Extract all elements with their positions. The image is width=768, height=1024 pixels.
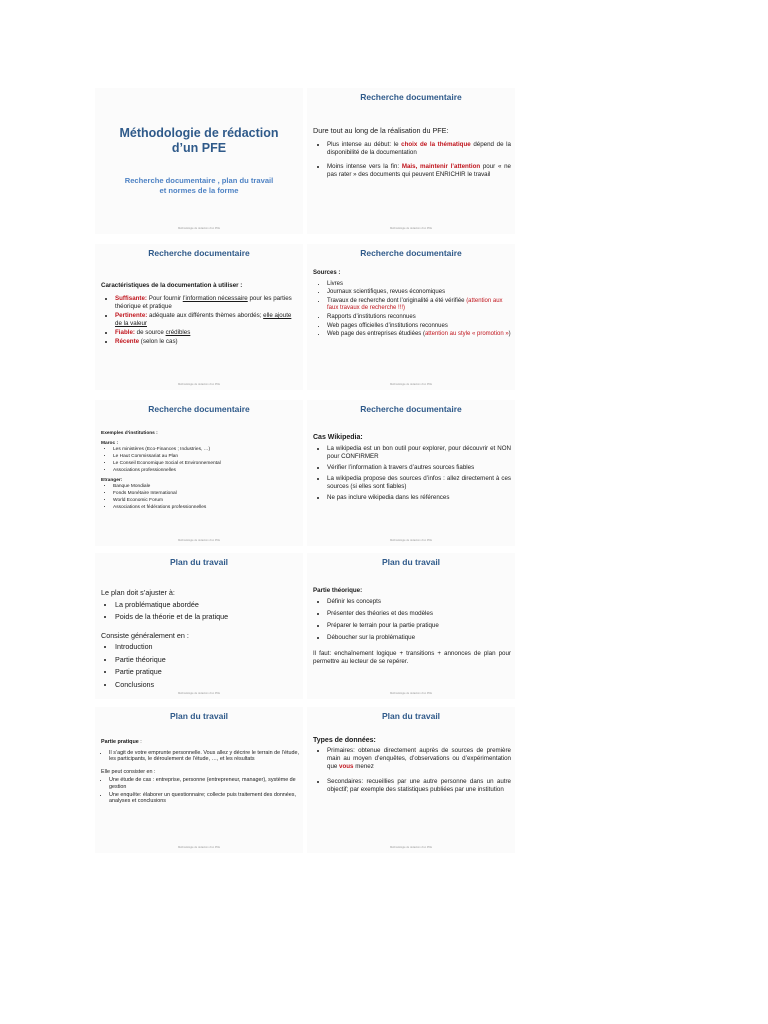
slide-3-heading: Caractéristiques de la documentation à utiliser : [101,282,243,289]
list-item: • La problématique abordée [115,599,299,611]
slide-footer: Méthodologie de rédaction d'un PFE [178,383,220,386]
slide-3-title: Recherche documentaire [148,248,250,258]
list-item: • Banque Mondiale [113,484,299,490]
slide-5 [95,400,303,546]
slide-4-heading: Sources : [313,270,341,276]
slide-4-bullet-6: • Web page des entreprises étudiées (attention au style « promotion ») [327,331,511,339]
list-item: • World Economic Forum [113,498,299,504]
slide-10-title: Plan du travail [381,711,441,721]
slide-footer: Méthodologie de rédaction d'un PFE [390,383,432,386]
slide-2-title: Recherche documentaire [360,92,462,102]
slide-2-intro: Dure tout au long de la réalisation du PFE: [313,126,449,135]
slide-5-title: Recherche documentaire [148,404,250,414]
list-item: • Déboucher sur la problématique [327,632,511,643]
list-item: • Le Haut Commissariat au Plan [113,454,299,460]
slide-footer: Méthodologie de rédaction d'un PFE [178,846,220,849]
slide-9-p2: Elle peut consister en : [101,768,156,775]
slide-5-heading: Exemples d’institutions : [101,431,158,436]
slide-3-bullet-3: • Fiable: de source crédibles [115,329,299,337]
slide-4-bullet-2: • Journaux scientifiques, revues économiques [327,289,511,297]
slide-footer: Méthodologie de rédaction d'un PFE [390,539,432,542]
slide-6-title: Recherche documentaire [360,404,462,414]
slide-9-bullet-3: • Une enquête: élaborer un questionnaire; collecte puis traitement des données, analyses et conclusions [109,792,299,805]
slide-10 [307,707,515,853]
slide-10-bullet-1: • Primaires: obtenue directement auprès de sources de première main au moyen d’enquêtes, d’observations ou d’expérimentation que vous menez [327,747,511,771]
list-item: • Le Conseil Economique Social et Environnemental [113,461,299,467]
list-item: • Vérifier l’information à travers d’autres sources fiables [327,464,511,472]
slide-7-p1: Le plan doit s’ajuster à: [101,588,175,597]
list-item: • Poids de la théorie et de la pratique [115,611,299,623]
slide-footer: Méthodologie de rédaction d'un PFE [390,227,432,230]
slide-8-heading: Partie théorique: [313,587,363,594]
slide-4-bullet-5: • Web pages officielles d’institutions reconnues [327,323,511,331]
list-item: • Ne pas inclure wikipedia dans les références [327,494,511,502]
slide-4-body [313,270,511,340]
slide-9-bullet-1: • Il s’agit de votre emprunte personnelle. Vous allez y décrire le terrain de l’étude, les participants, le déroulement de l’étude, …, et les résultats [109,750,299,763]
list-item: • Associations et fédérations professionnelles [113,505,299,511]
slide-7-p2: Consiste généralement en : [101,630,189,640]
list-item: • Fonds Monétaire International [113,491,299,497]
slide-footer: Méthodologie de rédaction d'un PFE [390,692,432,695]
list-item: • Partie théorique [115,654,299,666]
slide-footer: Méthodologie de rédaction d'un PFE [178,539,220,542]
slide-footer: Méthodologie de rédaction d'un PFE [178,227,220,230]
slide-10-bullet-2: • Secondaires: recueillies par une autre personne dans un autre objectif; par exemple des statistiques publiées par une institution [327,778,511,794]
slide-8-title: Plan du travail [381,557,441,567]
slide-5-etranger-label: Etranger: [101,478,123,483]
list-item: • La wikipedia est un bon outil pour explorer, pour découvrir et NON pour CONFIRMER [327,445,511,461]
list-item: • Conclusions [115,679,299,691]
slide-9 [95,707,303,853]
slide-1 [95,88,303,234]
slide-3-bullet-1: • Suffisante: Pour fournir l’information nécessaire pour les parties théorique et pratique [115,295,299,311]
slide-6-heading: Cas Wikipedia: [313,434,363,441]
list-item: • Définir les concepts [327,596,511,607]
list-item: • La wikipedia propose des sources d’infos : allez directement à ces sources (si elles sont fiables) [327,475,511,491]
slide-4-title: Recherche documentaire [360,248,462,258]
slide-5-maroc-label: Maroc : [101,441,119,446]
slide-10-heading: Types de données: [313,737,376,744]
slide-4-bullet-1: • Livres [327,281,511,289]
slide-3-bullet-4: • Récente (selon le cas) [115,338,299,346]
slide-footer: Méthodologie de rédaction d'un PFE [178,692,220,695]
slide-1-title: Méthodologie de rédaction d’un PFE [119,126,279,155]
list-item: • Préparer le terrain pour la partie pratique [327,620,511,631]
slide-1-subtitle: Recherche documentaire , plan du travail et normes de la forme [124,176,274,195]
slide-footer: Méthodologie de rédaction d'un PFE [390,846,432,849]
slide-8 [307,553,515,699]
slide-8-body [313,585,511,666]
slide-5-body [101,431,299,512]
slide-2-bullet-1: • Plus intense au début: le choix de la thématique dépend de la disponibilité de la documentation [327,141,511,157]
list-item: • Présenter des théories et des modèles [327,608,511,619]
slide-7-title: Plan du travail [169,557,229,567]
slide-4-bullet-4: • Rapports d’institutions reconnues [327,314,511,322]
slide-3-body [101,282,299,347]
slide-7 [95,553,303,699]
slide-9-body [101,739,299,806]
list-item: • Partie pratique [115,666,299,678]
list-item: • Associations professionnelles [113,468,299,474]
slide-2-bullet-2: • Moins intense vers la fin: Mais, maintenir l’attention pour « ne pas rater » des documents qui peuvent ENRICHIR le travail [327,163,511,179]
slide-9-title: Plan du travail [169,711,229,721]
slide-9-heading: Partie pratique : [101,739,142,745]
slide-10-body [313,737,511,795]
slide-6-body [313,434,511,503]
slide-4 [307,244,515,390]
slide-3 [95,244,303,390]
slide-7-body [101,587,299,691]
slide-2-body [313,126,511,180]
slide-4-bullet-3: • Travaux de recherche dont l’originalité a été vérifiée (attention aux faux travaux de recherche !!!) [327,298,511,313]
list-item: • Les ministères (Eco-Finances ; Industries, …) [113,447,299,453]
list-item: • Introduction [115,641,299,653]
slide-6 [307,400,515,546]
slide-9-bullet-2: • Une étude de cas : entreprise, personne (entrepreneur, manager), système de gestion [109,777,299,790]
slide-3-bullet-2: • Pertinente: adéquate aux différents thèmes abordés; elle ajoute de la valeur [115,312,299,328]
slide-2 [307,88,515,234]
slide-8-note: Il faut: enchaînement logique + transitions + annonces de plan pour permettre au lecteur de se repérer. [313,650,511,665]
